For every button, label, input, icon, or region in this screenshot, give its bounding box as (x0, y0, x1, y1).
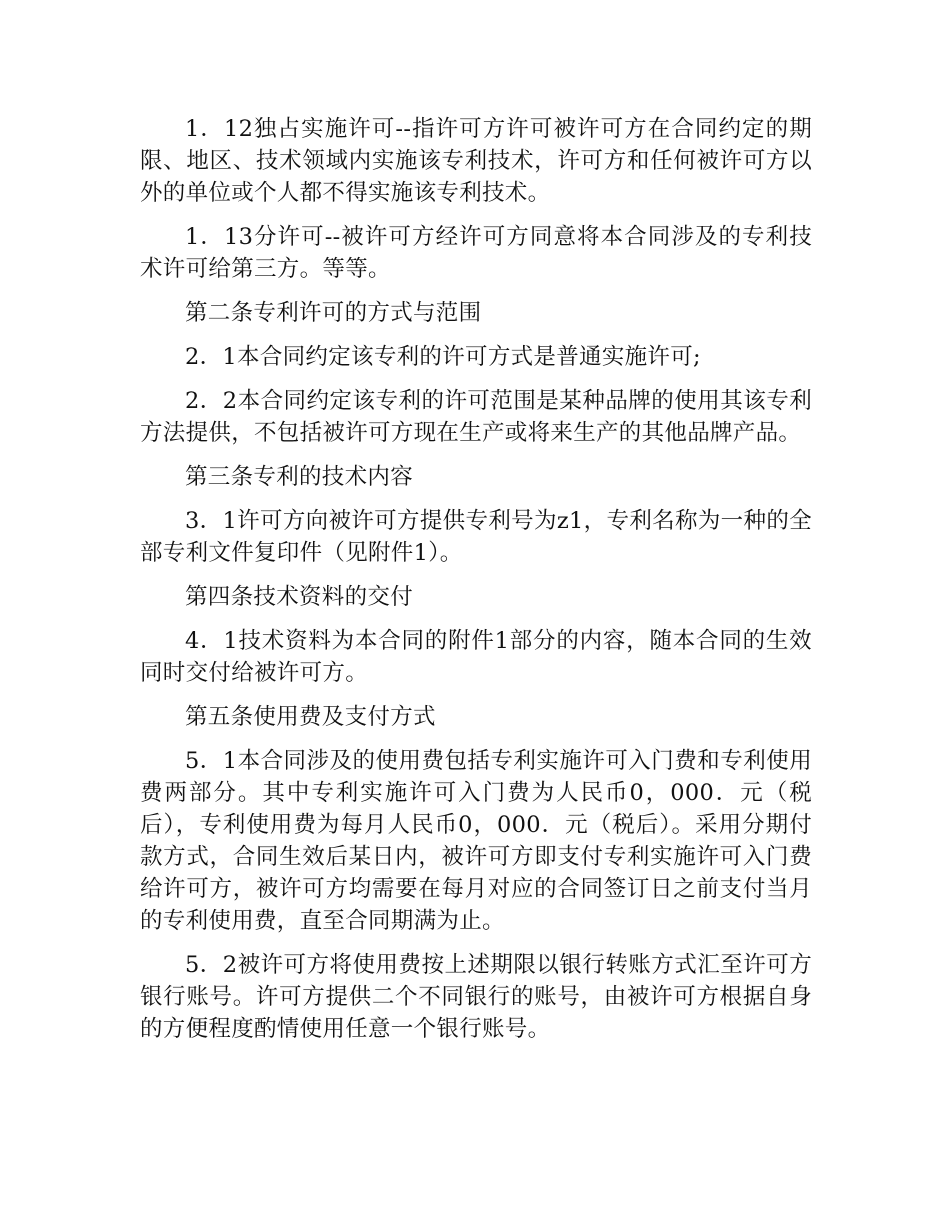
clause-5-1: 5．1本合同涉及的使用费包括专利实施许可入门费和专利使用费两部分。其中专利实施许可入门费为人民币0，000．元（税后），专利使用费为每月人民币0，000．元（税后）。采用分期付款方式，合同生效后某日内，被许可方即支付专利实施许可入门费给许可方，被许可方均需要在每月对应的合同签订日之前支付当月的专利使用费，直至合同期满为止。 (140, 748, 812, 934)
article-3-heading: 第三条专利的技术内容 (185, 464, 414, 490)
clause-1-12: 1．12独占实施许可--指许可方许可被许可方在合同约定的期限、地区、技术领域内实施该专利技术，许可方和任何被许可方以外的单位或个人都不得实施该专利技术。 (140, 116, 812, 206)
clause-5-2: 5．2被许可方将使用费按上述期限以银行转账方式汇至许可方银行账号。许可方提供二个不同银行的账号，由被许可方根据自身的方便程度酌情使用任意一个银行账号。 (140, 952, 812, 1042)
article-4-heading: 第四条技术资料的交付 (185, 584, 414, 610)
clause-1-13: 1．13分许可--被许可方经许可方同意将本合同涉及的专利技术许可给第三方。等等。 (140, 224, 812, 282)
article-5-heading: 第五条使用费及支付方式 (185, 704, 436, 730)
document-body (140, 113, 812, 1057)
clause-2-2: 2．2本合同约定该专利的许可范围是某种品牌的使用其该专利方法提供，不包括被许可方现在生产或将来生产的其他品牌产品。 (140, 388, 812, 446)
clause-3-1: 3．1许可方向被许可方提供专利号为z1，专利名称为一种的全部专利文件复印件（见附件1）。 (140, 508, 812, 566)
article-2-heading: 第二条专利许可的方式与范围 (185, 300, 482, 326)
clause-4-1: 4．1技术资料为本合同的附件1部分的内容，随本合同的生效同时交付给被许可方。 (140, 628, 812, 686)
clause-2-1: 2．1本合同约定该专利的许可方式是普通实施许可; (185, 344, 701, 370)
